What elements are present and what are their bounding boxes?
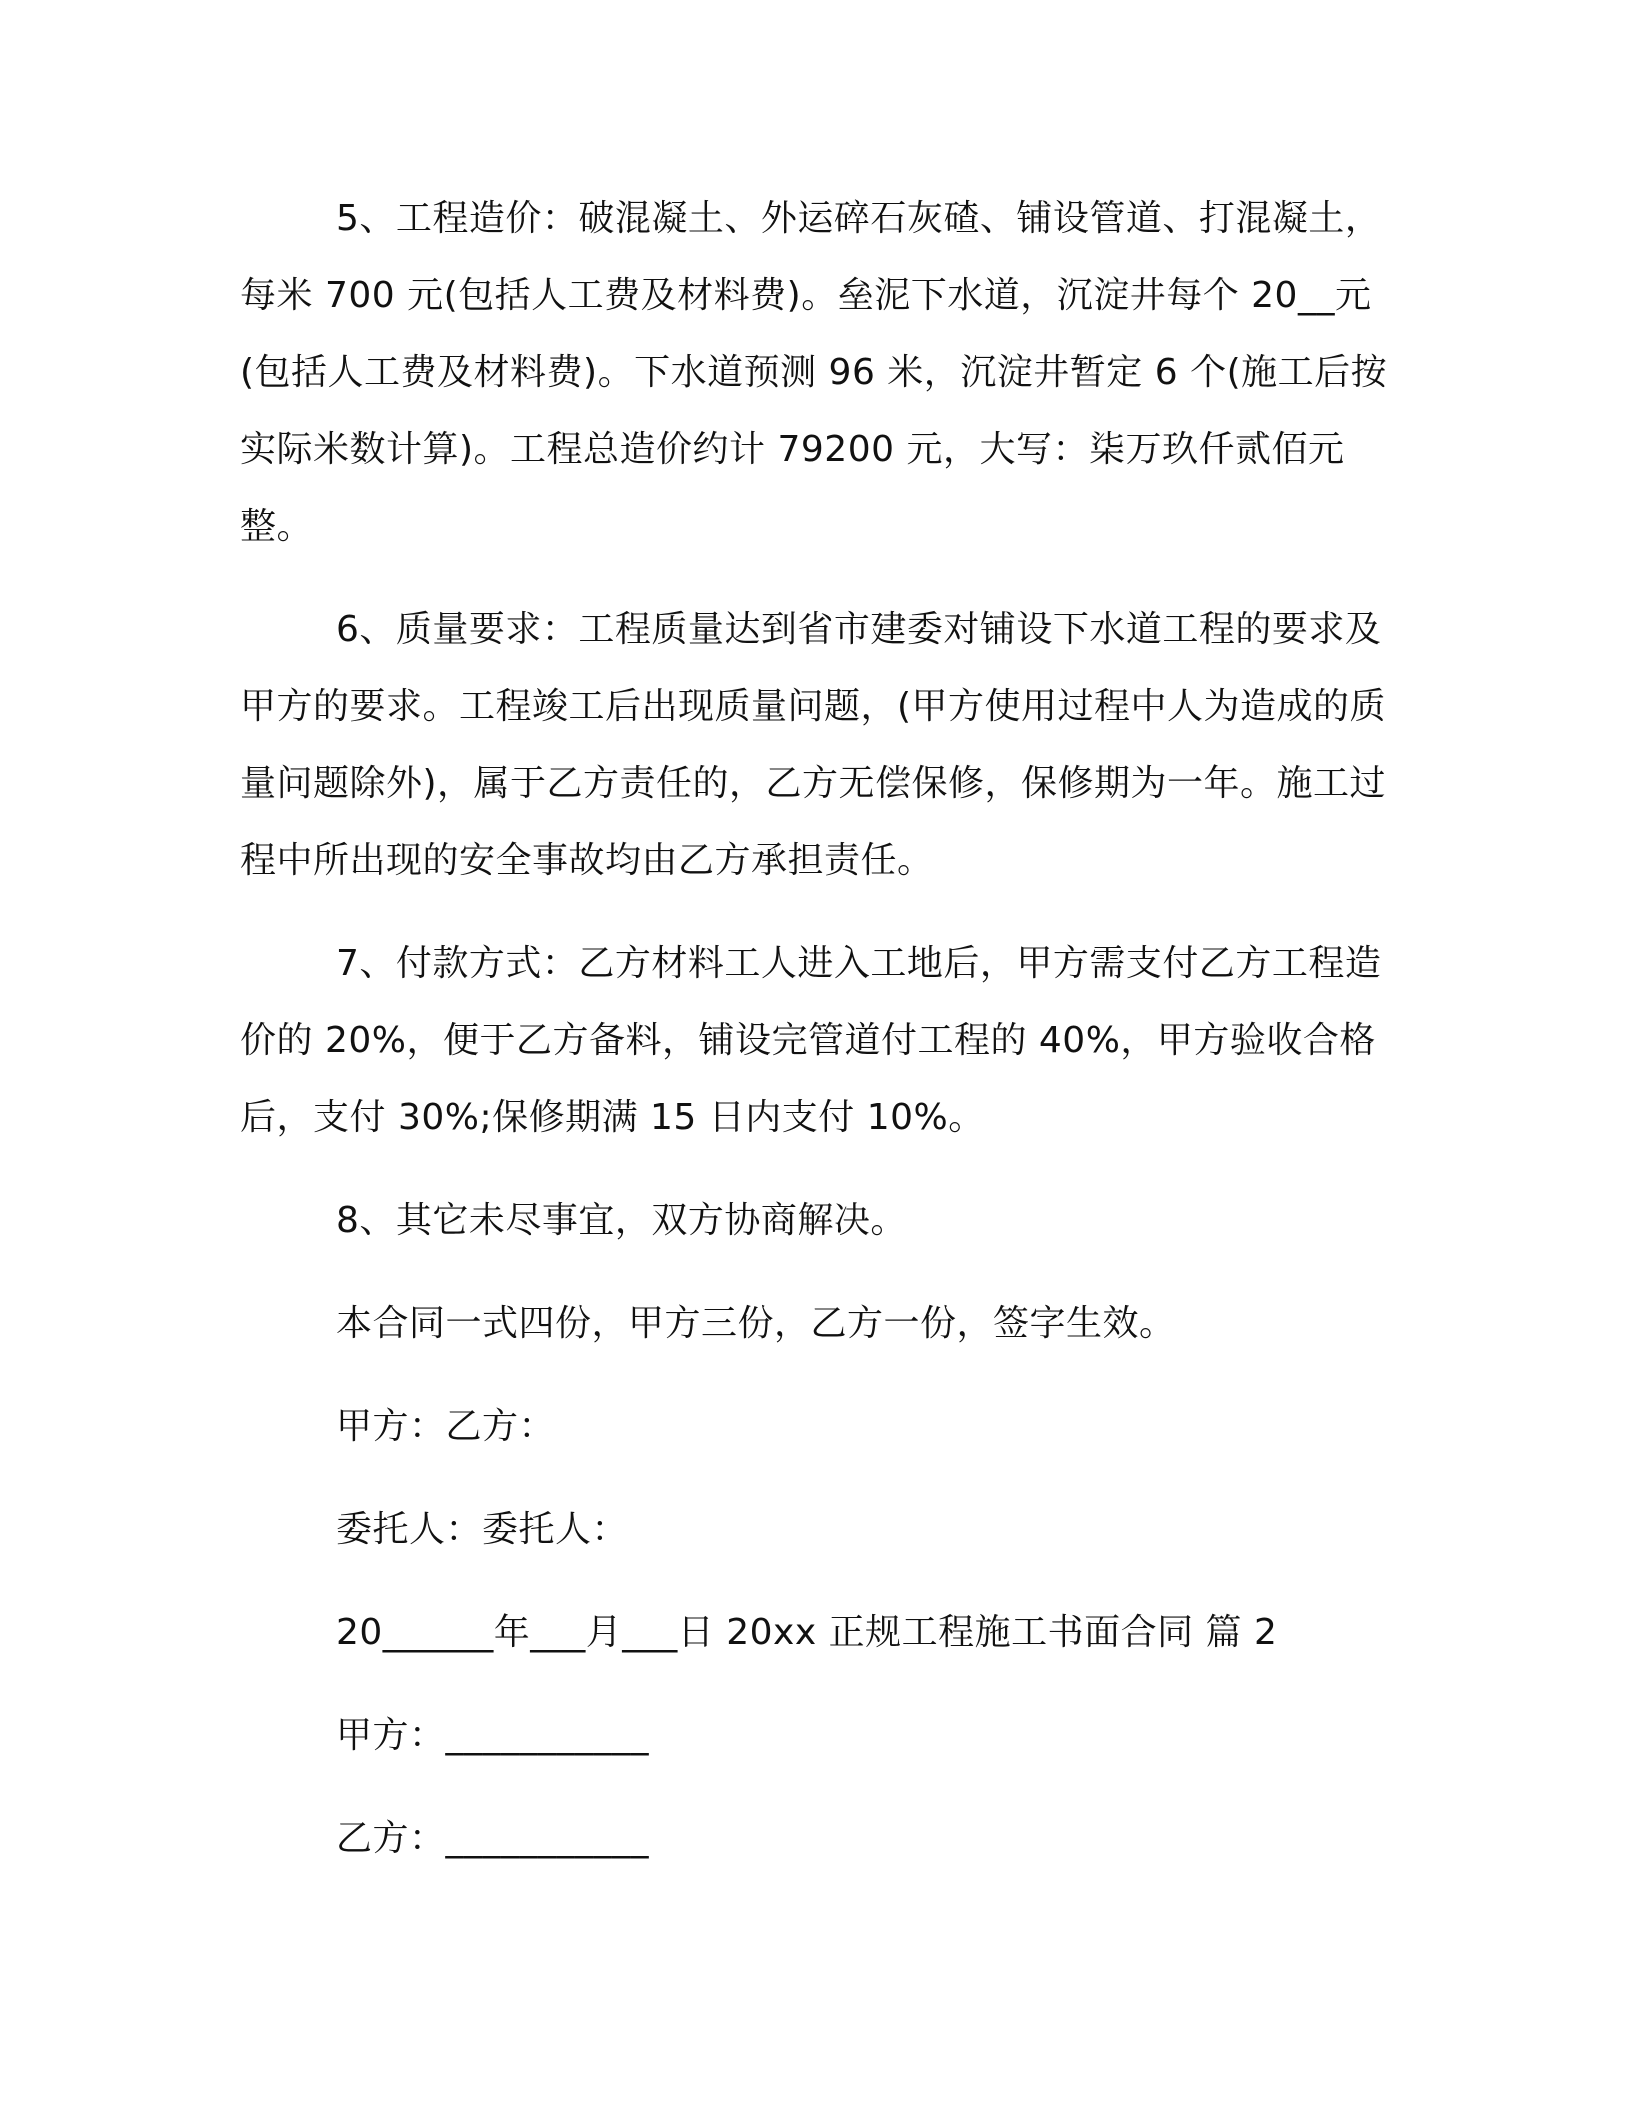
copies-statement: 本合同一式四份，甲方三份，乙方一份，签字生效。 — [336, 1303, 1176, 1344]
party-b-field: 乙方：___________ — [336, 1818, 650, 1859]
clause-8-other-matters: 8、其它未尽事宜，双方协商解决。 — [336, 1200, 907, 1241]
clause-7-payment-method: 7、付款方式：乙方材料工人进入工地后，甲方需支付乙方工程造价的 20%，便于乙方备料，铺设完管道付工程的 40%，甲方验收合格后，支付 30%;保修期满 15 日内支付 10%。 — [240, 943, 1382, 1138]
parties-signature-line: 甲方：乙方： — [336, 1406, 556, 1447]
party-a-field: 甲方：___________ — [336, 1715, 650, 1756]
clause-5-project-cost: 5、工程造价：破混凝土、外运碎石灰碴、铺设管道、打混凝土，每米 700 元(包括人工费及材料费)。垒泥下水道，沉淀井每个 20__元(包括人工费及材料费)。下水道预测 96 米，沉淀井暂定 6 个(施工后按实际米数计算)。工程总造价约计 79200 元，大写：柒万玖仟贰佰元整。 — [240, 198, 1388, 547]
agents-signature-line: 委托人：委托人： — [336, 1509, 629, 1550]
date-and-next-contract-title: 20______年___月___日 20xx 正规工程施工书面合同 篇 2 — [336, 1612, 1278, 1653]
clause-6-quality-requirements: 6、质量要求：工程质量达到省市建委对铺设下水道工程的要求及甲方的要求。工程竣工后出现质量问题，(甲方使用过程中人为造成的质量问题除外)，属于乙方责任的，乙方无偿保修，保修期为一年。施工过程中所出现的安全事故均由乙方承担责任。 — [240, 609, 1387, 881]
document-page — [240, 180, 1400, 1877]
